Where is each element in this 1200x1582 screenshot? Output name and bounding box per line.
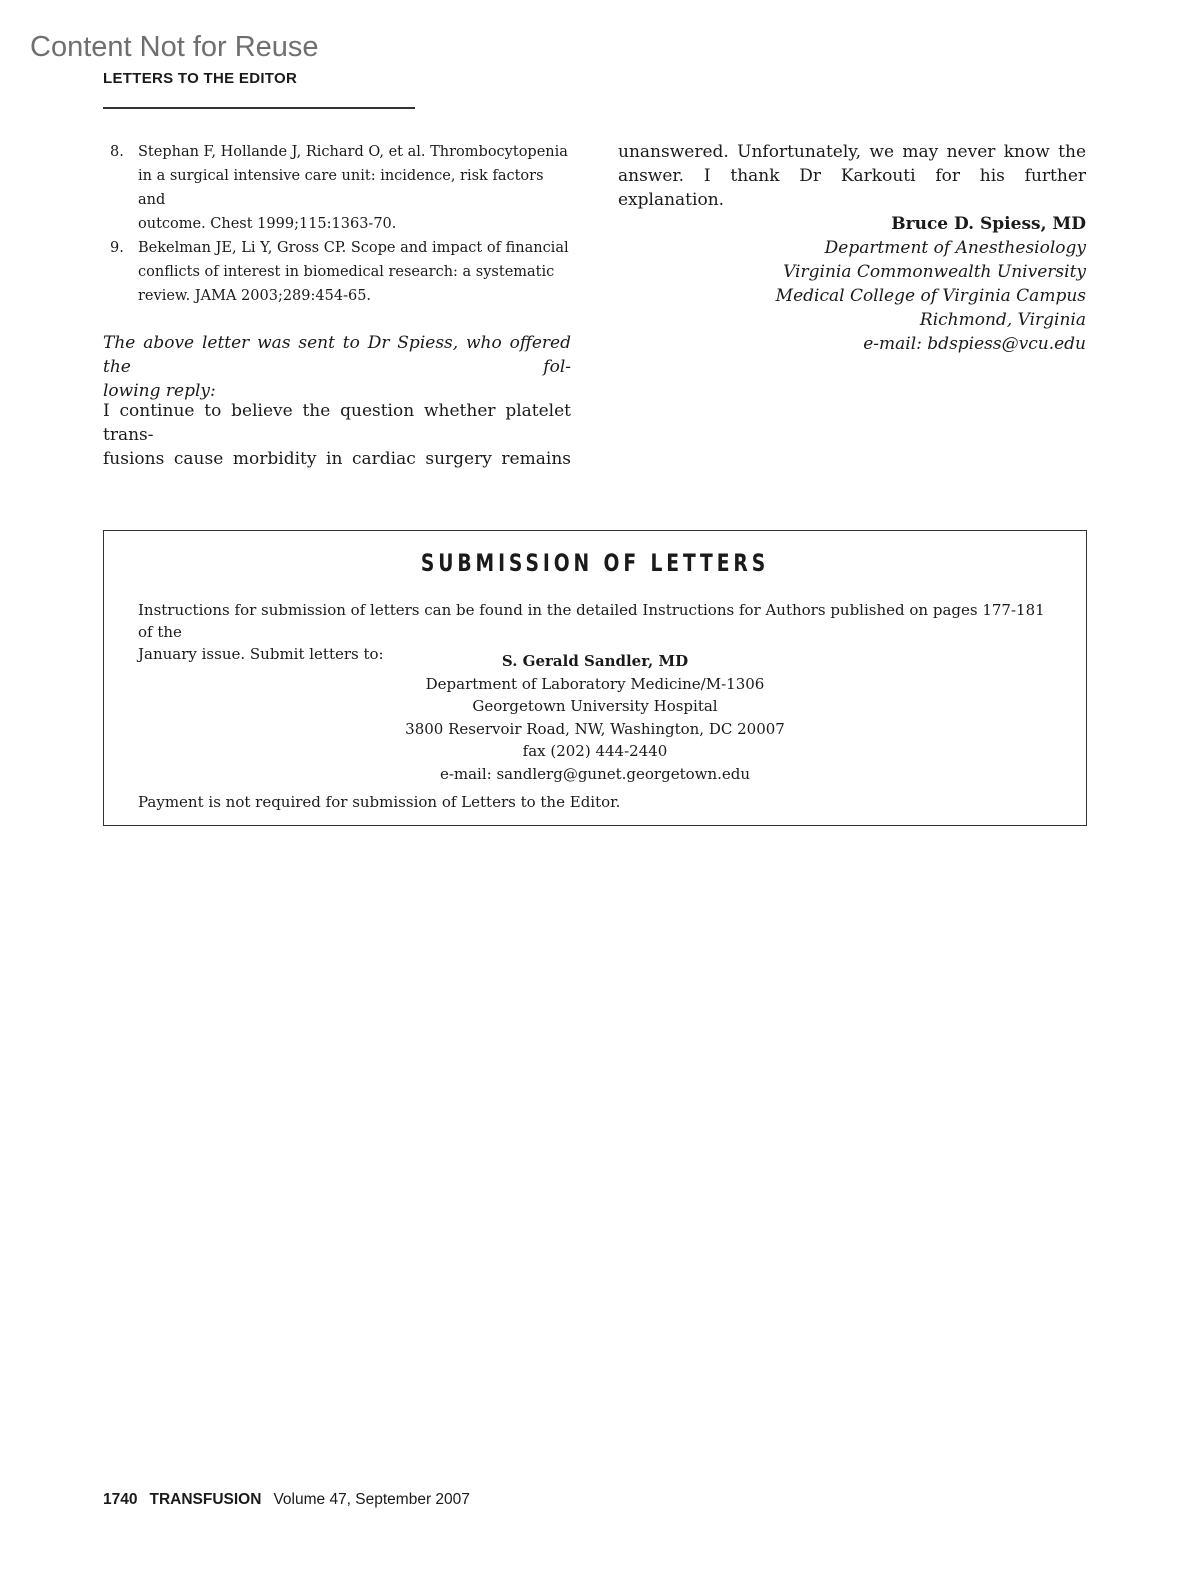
reply-body-right (618, 140, 1086, 356)
reply-intro-line: lowing reply: (103, 381, 216, 401)
heading-rule (103, 107, 415, 109)
submission-box (103, 530, 1087, 826)
signature-email: e-mail: bdspiess@vcu.edu (863, 334, 1086, 354)
signature-name: Bruce D. Spiess, MD (891, 214, 1086, 234)
reply-line: unanswered. Unfortunately, we may never know the (618, 142, 1086, 162)
reference-number: 8. (110, 144, 124, 160)
watermark: Content Not for Reuse (30, 31, 319, 63)
reference-item (103, 236, 571, 308)
reference-number: 9. (110, 240, 124, 256)
reply-intro (103, 331, 571, 403)
page-footer (103, 1491, 470, 1509)
journal-name: TRANSFUSION (149, 1491, 262, 1508)
reference-line: Stephan F, Hollande J, Richard O, et al. Thrombocytopenia (138, 144, 568, 160)
contact-fax: fax (202) 444-2440 (522, 742, 668, 760)
section-heading: LETTERS TO THE EDITOR (103, 70, 298, 87)
signature-block (618, 212, 1086, 356)
contact-address: 3800 Reservoir Road, NW, Washington, DC 20007 (405, 719, 785, 738)
reference-line: Bekelman JE, Li Y, Gross CP. Scope and impact of financial (138, 240, 569, 256)
reference-line: outcome. Chest 1999;115:1363-70. (138, 216, 397, 232)
payment-note: Payment is not required for submission of Letters to the Editor. (138, 793, 621, 811)
reply-intro-line: The above letter was sent to Dr Spiess, who offered the fol- (103, 333, 571, 377)
reference-text (138, 236, 571, 308)
signature-city: Richmond, Virginia (919, 310, 1086, 330)
reference-line: in a surgical intensive care unit: incidence, risk factors and (138, 168, 544, 208)
submission-title: SUBMISSION OF LETTERS (420, 549, 770, 577)
contact-name: S. Gerald Sandler, MD (501, 652, 689, 670)
contact-hospital: Georgetown University Hospital (472, 697, 718, 715)
reply-body-left (103, 399, 571, 471)
signature-department: Department of Anesthesiology (824, 238, 1086, 258)
instructions-line: Instructions for submission of letters can be found in the detailed Instructions for Authors published on pages 177-181 of the (138, 601, 1045, 641)
signature-campus: Medical College of Virginia Campus (775, 286, 1086, 306)
reply-line: fusions cause morbidity in cardiac surgery remains (103, 449, 571, 469)
reference-text (138, 140, 571, 236)
contact-email: e-mail: sandlerg@gunet.georgetown.edu (439, 764, 751, 783)
reference-line: conflicts of interest in biomedical research: a systematic (138, 264, 555, 280)
volume-info: Volume 47, September 2007 (273, 1491, 470, 1508)
page-number: 1740 (103, 1491, 138, 1508)
reference-item (103, 140, 571, 236)
reply-line: answer. I thank Dr Karkouti for his further explanation. (618, 166, 1086, 210)
instructions-line: January issue. Submit letters to: (138, 645, 384, 663)
reply-line: I continue to believe the question whether platelet trans- (103, 401, 571, 445)
submission-address (104, 650, 1086, 785)
reference-line: review. JAMA 2003;289:454-65. (138, 288, 372, 304)
contact-department: Department of Laboratory Medicine/M-1306 (425, 674, 765, 693)
reference-list (103, 140, 571, 308)
signature-university: Virginia Commonwealth University (783, 262, 1086, 282)
